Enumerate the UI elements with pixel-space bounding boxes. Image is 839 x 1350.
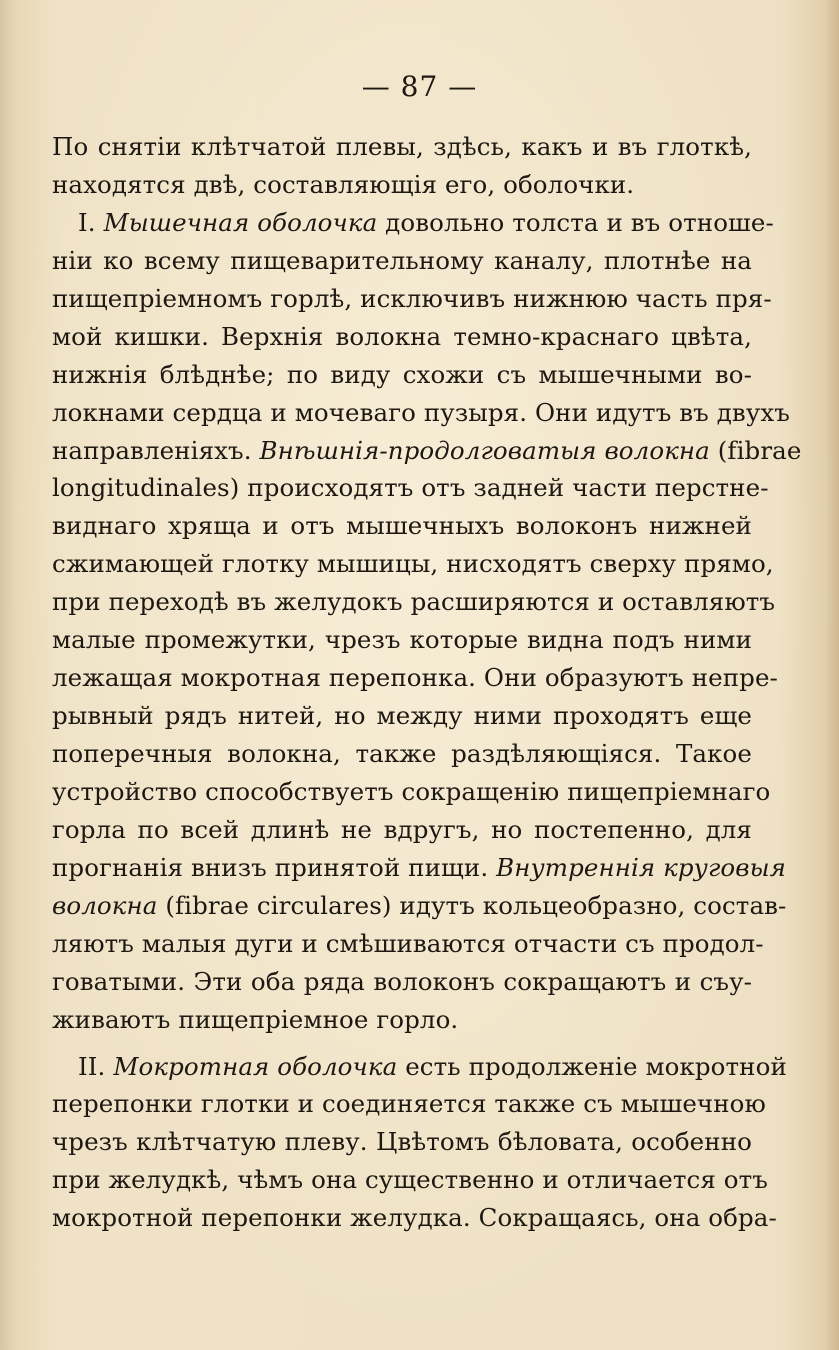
text-segment: прогнанія внизъ принятой пищи. [52, 852, 497, 882]
text-segment: (fibrae circulares) идутъ кольцеобразно, состав- [157, 890, 787, 920]
text-line [52, 735, 752, 773]
text-segment: лежащая мокротная перепонка. Они образуютъ непре- [52, 663, 778, 693]
text-segment: направленіяхъ. [52, 435, 260, 465]
text-line [52, 1199, 777, 1237]
text-line [52, 507, 752, 545]
text-segment: при переходѣ въ желудокъ расширяются и оставляютъ [52, 587, 776, 617]
text-segment: находятся двѣ, составляющія его, оболочки. [52, 169, 635, 199]
text-segment: нижнія блѣднѣе; по виду схожи съ мышечными во- [52, 359, 752, 389]
text-segment: По снятіи клѣтчатой плевы, здѣсь, какъ и въ глоткѣ, [52, 132, 752, 161]
paragraph [52, 1048, 787, 1238]
text-line [52, 621, 752, 659]
paragraph [52, 128, 752, 204]
text-segment: довольно толста и въ отноше- [377, 207, 774, 237]
text-line [52, 773, 771, 811]
text-segment: II. [78, 1051, 114, 1081]
italic-term: Внутреннія круговыя [496, 852, 787, 882]
italic-term: Мышечная оболочка [103, 207, 378, 237]
italic-term: Внѣшнія-продолговатыя волокна [259, 435, 710, 465]
text-line [52, 432, 802, 470]
text-line [52, 318, 752, 356]
text-line [52, 545, 774, 583]
text-segment: при желудкѣ, чѣмъ она существенно и отличается отъ [52, 1165, 768, 1195]
text-segment: поперечныя волокна, также раздѣляющіяся. Такое [52, 739, 752, 768]
text-line [52, 925, 764, 963]
text-segment: малые промежутки, чрезъ которые видна подъ ними [52, 625, 752, 655]
text-line [52, 887, 787, 925]
text-segment: говатыми. Эти оба ряда волоконъ сокращаютъ и съу- [52, 966, 752, 996]
text-line [52, 1085, 766, 1123]
text-line [52, 811, 752, 849]
text-line [52, 242, 752, 280]
text-segment: живаютъ пищепріемное горло. [52, 1004, 459, 1034]
text-segment: longitudinales) происходятъ отъ задней части перстне- [52, 473, 769, 503]
text-segment: есть продолженіе мокротной [397, 1051, 787, 1081]
text-line [52, 1048, 787, 1086]
text-segment: горла по всей длинѣ не вдругъ, но постепенно, для [52, 814, 752, 844]
text-segment: перепонки глотки и соединяется также съ мышечною [52, 1089, 766, 1119]
body-text [52, 128, 802, 1237]
text-line [52, 849, 787, 887]
text-line [52, 1161, 768, 1199]
text-segment: устройство способствуетъ сокращенію пищепріемнаго [52, 776, 771, 806]
text-line [52, 1001, 752, 1039]
text-segment: пищепріемномъ горлѣ, исключивъ нижнюю часть пря- [52, 283, 772, 313]
text-segment: (fibrae [709, 435, 802, 465]
text-segment: ніи ко всему пищеварительному каналу, плотнѣе на [52, 245, 752, 275]
text-line [52, 659, 778, 697]
text-segment: мокротной перепонки желудка. Сокращаясь, она обра- [52, 1203, 777, 1233]
text-segment: чрезъ клѣтчатую плеву. Цвѣтомъ бѣловата, особенно [52, 1127, 752, 1157]
text-line [52, 356, 752, 394]
text-line [52, 394, 790, 432]
text-line [52, 583, 776, 621]
text-segment: сжимающей глотку мышицы, нисходятъ сверху прямо, [52, 549, 774, 579]
italic-term: Мокротная оболочка [113, 1051, 398, 1081]
text-line [52, 280, 772, 318]
paragraph [52, 204, 802, 1039]
text-line [52, 697, 752, 735]
text-segment: локнами сердца и мочеваго пузыря. Они идутъ въ двухъ [52, 397, 790, 427]
text-line [52, 1123, 752, 1161]
text-segment: ляютъ малыя дуги и смѣшиваются отчасти съ продол- [52, 928, 764, 958]
text-segment: I. [78, 207, 104, 237]
italic-term: волокна [52, 890, 158, 920]
text-line [52, 166, 752, 204]
text-segment: рывный рядъ нитей, но между ними проходятъ еще [52, 701, 752, 731]
text-line [52, 469, 769, 507]
text-line [52, 963, 752, 1001]
page-number: — 87 — [361, 70, 478, 103]
text-line [52, 128, 752, 166]
text-line [52, 204, 774, 242]
text-segment: мой кишки. Верхнія волокна темно-краснаго цвѣта, [52, 321, 752, 351]
text-segment: виднаго хряща и отъ мышечныхъ волоконъ нижней [52, 511, 752, 541]
